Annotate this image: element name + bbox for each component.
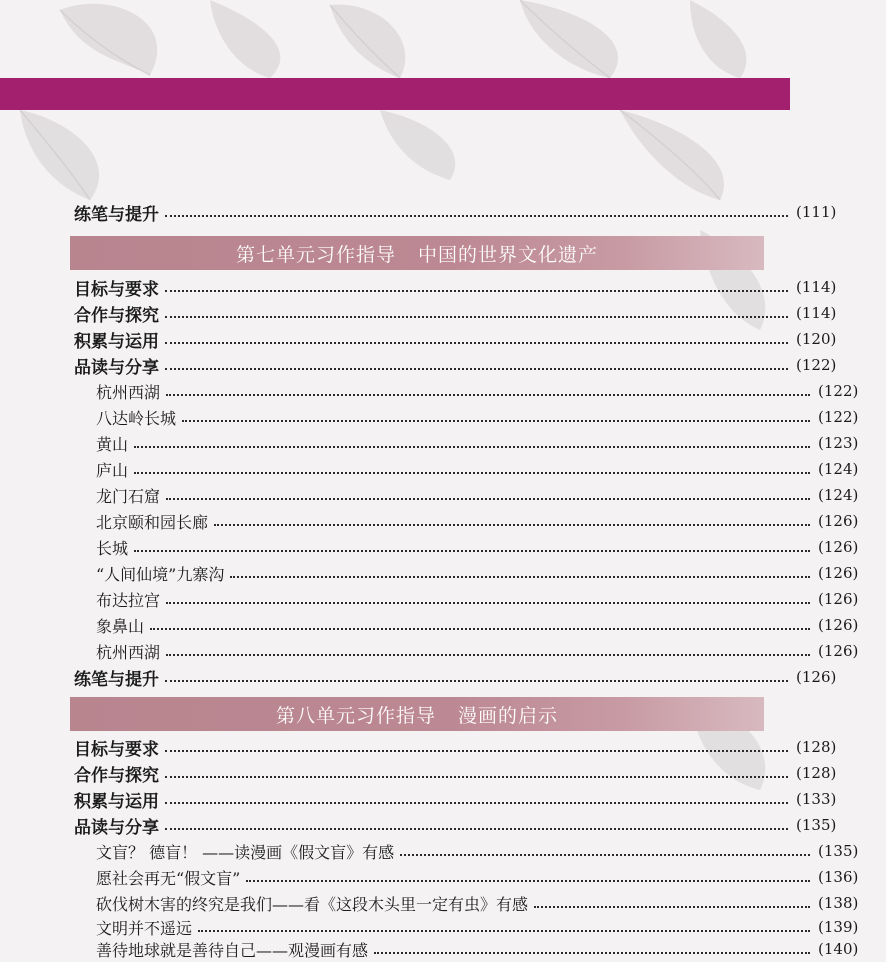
entry-label: 合作与探究 [74, 305, 159, 326]
entry-page: (126) [818, 538, 859, 556]
entry-page: (123) [818, 434, 859, 452]
toc-subentry[interactable] [0, 482, 886, 508]
entry-label: 龙门石窟 [96, 486, 161, 506]
dot-leader [165, 342, 788, 344]
dot-leader [165, 290, 788, 292]
dot-leader [534, 906, 810, 908]
dot-leader [150, 628, 810, 630]
toc-subentry[interactable] [0, 838, 886, 864]
entry-label: 愿社会再无“假文盲” [96, 868, 241, 888]
entry-label: 品读与分享 [74, 817, 159, 838]
dot-leader [165, 750, 788, 752]
dot-leader [166, 498, 810, 500]
entry-page: (126) [796, 668, 837, 686]
entry-label: 练笔与提升 [74, 204, 159, 225]
entry-label: 杭州西湖 [96, 642, 161, 662]
entry-label: 积累与运用 [74, 331, 159, 352]
dot-leader [134, 550, 810, 552]
toc-subentry[interactable] [0, 864, 886, 890]
toc-subentry[interactable] [0, 378, 886, 404]
toc-entry[interactable] [0, 199, 864, 225]
entry-label: 布达拉宫 [96, 590, 161, 610]
unit-title: 第八单元习作指导 [275, 704, 436, 727]
dot-leader [400, 854, 810, 856]
toc-entry[interactable] [0, 300, 864, 326]
toc-subentry[interactable] [0, 890, 886, 916]
entry-page: (114) [796, 278, 837, 296]
dot-leader [214, 524, 810, 526]
toc-entry[interactable] [0, 352, 864, 378]
entry-page: (126) [818, 590, 859, 608]
unit-theme: 漫画的启示 [458, 704, 559, 727]
entry-label: 庐山 [96, 460, 129, 480]
toc-subentry[interactable] [0, 534, 886, 560]
entry-page: (140) [818, 940, 859, 958]
entry-page: (126) [818, 512, 859, 530]
dot-leader [134, 446, 810, 448]
dot-leader [246, 880, 810, 882]
entry-label: 文盲？ 德盲！ ——读漫画《假文盲》有感 [96, 842, 395, 862]
entry-page: (126) [818, 564, 859, 582]
entry-label: 合作与探究 [74, 765, 159, 786]
entry-label: 黄山 [96, 434, 129, 454]
toc-subentry[interactable] [0, 586, 886, 612]
entry-page: (126) [818, 642, 859, 660]
dot-leader [166, 602, 810, 604]
entry-page: (124) [818, 486, 859, 504]
dot-leader [182, 420, 810, 422]
toc-subentry[interactable] [0, 404, 886, 430]
entry-page: (135) [796, 816, 837, 834]
toc-subentry[interactable] [0, 508, 886, 534]
toc-subentry[interactable] [0, 936, 886, 962]
entry-label: 善待地球就是善待自己——观漫画有感 [96, 940, 369, 960]
unit-eight-header [70, 697, 764, 731]
entry-page: (138) [818, 894, 859, 912]
dot-leader [165, 828, 788, 830]
entry-page: (128) [796, 738, 837, 756]
dot-leader [198, 930, 810, 932]
entry-page: (139) [818, 918, 859, 936]
entry-label: 目标与要求 [74, 279, 159, 300]
dot-leader [165, 680, 788, 682]
entry-page: (122) [818, 408, 859, 426]
dot-leader [230, 576, 810, 578]
entry-label: 目标与要求 [74, 739, 159, 760]
entry-label: 北京颐和园长廊 [96, 512, 209, 532]
toc-subentry[interactable] [0, 456, 886, 482]
toc-entry[interactable] [0, 760, 864, 786]
toc-entry[interactable] [0, 664, 864, 690]
toc-entry[interactable] [0, 786, 864, 812]
dot-leader [134, 472, 810, 474]
entry-page: (133) [796, 790, 837, 808]
entry-label: 砍伐树木害的终究是我们——看《这段木头里一定有虫》有感 [96, 894, 529, 914]
entry-page: (124) [818, 460, 859, 478]
entry-page: (122) [796, 356, 837, 374]
unit-title: 第七单元习作指导 [235, 243, 396, 266]
toc-subentry[interactable] [0, 638, 886, 664]
toc-subentry[interactable] [0, 560, 886, 586]
entry-page: (111) [796, 203, 837, 221]
entry-label: 长城 [96, 538, 129, 558]
dot-leader [165, 802, 788, 804]
dot-leader [166, 654, 810, 656]
unit-theme: 中国的世界文化遗产 [418, 243, 599, 266]
entry-label: 品读与分享 [74, 357, 159, 378]
entry-label: 积累与运用 [74, 791, 159, 812]
unit-seven-header [70, 236, 764, 270]
dot-leader [165, 215, 788, 217]
dot-leader [374, 952, 810, 954]
dot-leader [165, 316, 788, 318]
entry-label: “人间仙境”九寨沟 [96, 564, 225, 584]
toc-entry[interactable] [0, 812, 864, 838]
entry-label: 八达岭长城 [96, 408, 177, 428]
entry-label: 文明并不遥远 [96, 918, 193, 938]
entry-page: (120) [796, 330, 837, 348]
dot-leader [166, 394, 810, 396]
entry-label: 练笔与提升 [74, 669, 159, 690]
entry-page: (136) [818, 868, 859, 886]
dot-leader [165, 776, 788, 778]
entry-page: (126) [818, 616, 859, 634]
toc-subentry[interactable] [0, 612, 886, 638]
dot-leader [165, 368, 788, 370]
toc-entry[interactable] [0, 326, 864, 352]
entry-label: 杭州西湖 [96, 382, 161, 402]
entry-label: 象鼻山 [96, 616, 145, 636]
entry-page: (114) [796, 304, 837, 322]
toc-entry[interactable] [0, 274, 864, 300]
entry-page: (135) [818, 842, 859, 860]
toc-subentry[interactable] [0, 430, 886, 456]
entry-page: (122) [818, 382, 859, 400]
entry-page: (128) [796, 764, 837, 782]
toc-entry[interactable] [0, 734, 864, 760]
